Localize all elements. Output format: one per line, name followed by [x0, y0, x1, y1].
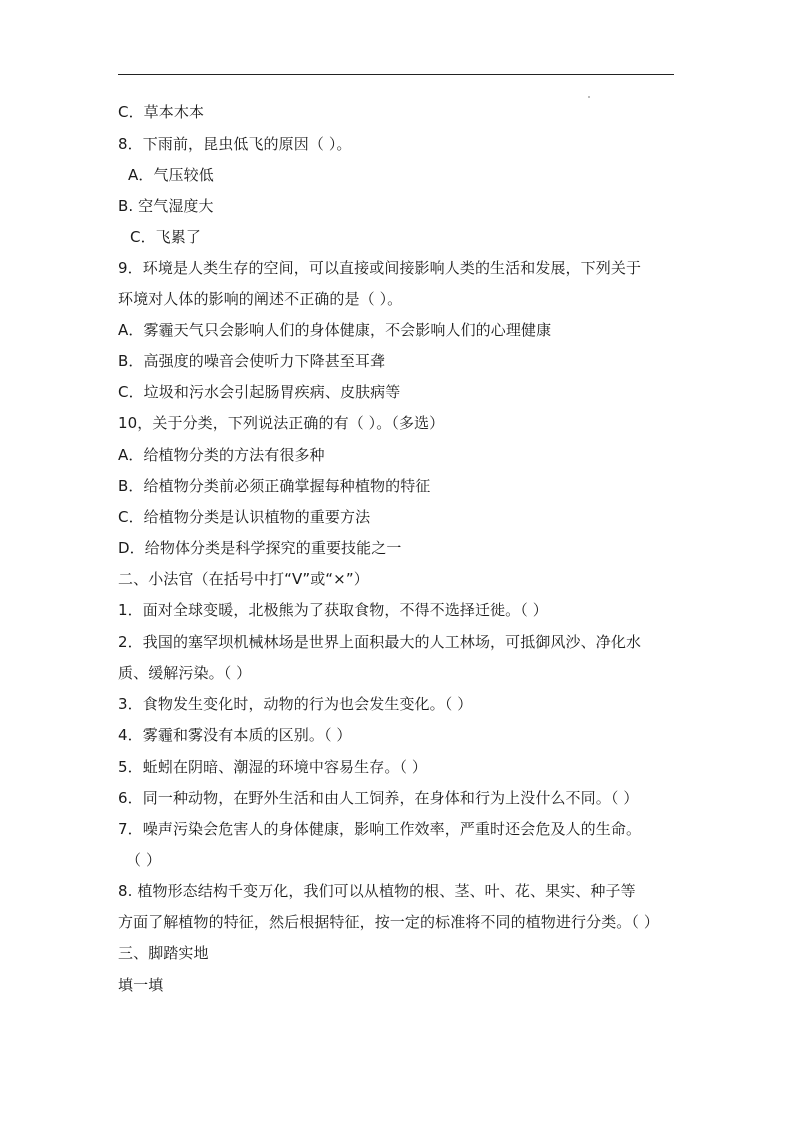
q8-option-c: C．飞累了 [130, 228, 201, 246]
tf-item-1: 1．面对全球变暖，北极熊为了获取食物，不得不选择迁徙。（ ） [118, 601, 548, 619]
q10-option-c: C．给植物分类是认识植物的重要方法 [118, 508, 371, 526]
tf-item-2-line2: 质、缓解污染。（ ） [118, 664, 252, 682]
section-3-heading: 三、脚踏实地 [118, 944, 209, 962]
q8-stem: 8．下雨前，昆虫低飞的原因（ ）。 [118, 135, 352, 153]
tf-item-8-line1: 8. 植物形态结构千变万化，我们可以从植物的根、茎、叶、花、果实、种子等 [118, 882, 636, 900]
tf-item-7-line1: 7．噪声污染会危害人的身体健康，影响工作效率，严重时还会危及人的生命。 [118, 820, 642, 838]
q8-option-a: A．气压较低 [128, 166, 214, 184]
tf-item-8-line2: 方面了解植物的特征，然后根据特征，按一定的标准将不同的植物进行分类。（ ） [118, 913, 659, 931]
q9-stem-line1: 9．环境是人类生存的空间，可以直接或间接影响人类的生活和发展，下列关于 [118, 259, 642, 277]
tf-item-5: 5．蚯蚓在阴暗、潮湿的环境中容易生存。（ ） [118, 758, 428, 776]
q10-option-b: B．给植物分类前必须正确掌握每种植物的特征 [118, 477, 431, 495]
q9-option-b: B．高强度的噪音会使听力下降甚至耳聋 [118, 352, 386, 370]
tf-item-3: 3．食物发生变化时，动物的行为也会发生变化。（ ） [118, 695, 473, 713]
q9-option-c: C．垃圾和污水会引起肠胃疾病、皮肤病等 [118, 383, 401, 401]
q8-option-b: B. 空气湿度大 [118, 197, 214, 215]
tf-item-7-line2: （ ） [126, 851, 162, 869]
header-rule [118, 74, 674, 75]
scan-speck [588, 96, 590, 98]
q7-option-c: C．草本木本 [118, 103, 205, 121]
q10-stem: 10，关于分类，下列说法正确的有（ ）。（多选） [118, 414, 445, 432]
q10-option-d: D．给物体分类是科学探究的重要技能之一 [118, 539, 402, 557]
tf-item-2-line1: 2．我国的塞罕坝机械林场是世界上面积最大的人工林场，可抵御风沙、净化水 [118, 633, 642, 651]
fill-in-subheading: 填一填 [118, 976, 164, 994]
tf-item-6: 6．同一种动物，在野外生活和由人工饲养，在身体和行为上没什么不同。（ ） [118, 789, 639, 807]
tf-item-4: 4．雾霾和雾没有本质的区别。（ ） [118, 726, 352, 744]
q9-option-a: A．雾霾天气只会影响人们的身体健康，不会影响人们的心理健康 [118, 321, 552, 339]
q9-stem-line2: 环境对人体的影响的阐述不正确的是（ ）。 [118, 290, 403, 308]
q10-option-a: A．给植物分类的方法有很多种 [118, 446, 325, 464]
section-2-heading: 二、小法官（在括号中打“V”或“×”） [118, 570, 369, 588]
